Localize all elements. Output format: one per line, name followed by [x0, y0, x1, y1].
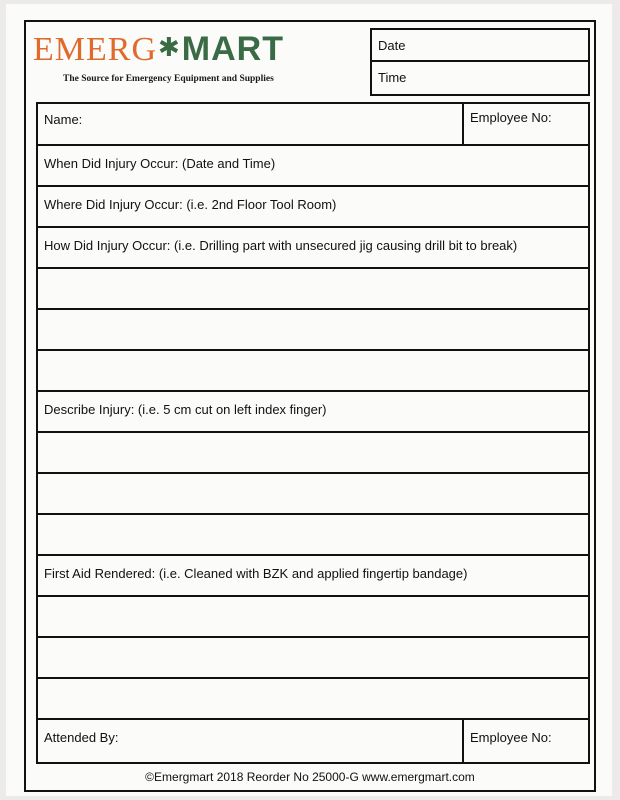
blank-line[interactable]: [38, 349, 588, 391]
blank-line[interactable]: [38, 308, 588, 350]
brand-tagline: The Source for Emergency Equipment and Supplies: [63, 74, 274, 84]
name-row[interactable]: [38, 102, 588, 144]
attended-employee-no-label: Employee No:: [470, 730, 552, 745]
date-label: Date: [378, 38, 406, 53]
attended-by-row[interactable]: [38, 718, 588, 762]
attended-employee-no-field[interactable]: [462, 720, 552, 762]
logo-left-text: EMERG: [33, 31, 157, 68]
logo-right-text: MART: [181, 30, 284, 68]
first-aid-row[interactable]: [38, 554, 588, 596]
how-label: How Did Injury Occur: (i.e. Drilling part with unsecured jig causing drill bit to break): [44, 238, 518, 253]
where-row[interactable]: [38, 185, 588, 227]
injury-form-grid: [36, 102, 590, 764]
date-time-box: [370, 28, 590, 96]
when-row[interactable]: [38, 144, 588, 186]
date-field[interactable]: [372, 30, 588, 62]
attended-by-label: Attended By:: [44, 730, 119, 745]
blank-line[interactable]: [38, 595, 588, 637]
describe-label: Describe Injury: (i.e. 5 cm cut on left index finger): [44, 402, 327, 417]
describe-row[interactable]: [38, 390, 588, 432]
blank-line[interactable]: [38, 472, 588, 514]
when-label: When Did Injury Occur: (Date and Time): [44, 156, 276, 171]
brand-logo: [33, 30, 343, 92]
how-row[interactable]: [38, 226, 588, 268]
employee-no-label: Employee No:: [470, 110, 552, 125]
blank-line[interactable]: [38, 267, 588, 309]
employee-no-field[interactable]: [462, 102, 552, 144]
time-field[interactable]: [372, 62, 588, 94]
time-label: Time: [378, 70, 407, 85]
star-of-life-icon: ✱: [158, 33, 181, 62]
name-label: Name:: [44, 112, 83, 127]
footer-text: ©Emergmart 2018 Reorder No 25000-G www.emergmart.com: [145, 770, 475, 784]
where-label: Where Did Injury Occur: (i.e. 2nd Floor Tool Room): [44, 197, 337, 212]
first-aid-label: First Aid Rendered: (i.e. Cleaned with BZK and applied fingertip bandage): [44, 566, 468, 581]
blank-line[interactable]: [38, 677, 588, 719]
blank-line[interactable]: [38, 636, 588, 678]
blank-line[interactable]: [38, 431, 588, 473]
blank-line[interactable]: [38, 513, 588, 555]
